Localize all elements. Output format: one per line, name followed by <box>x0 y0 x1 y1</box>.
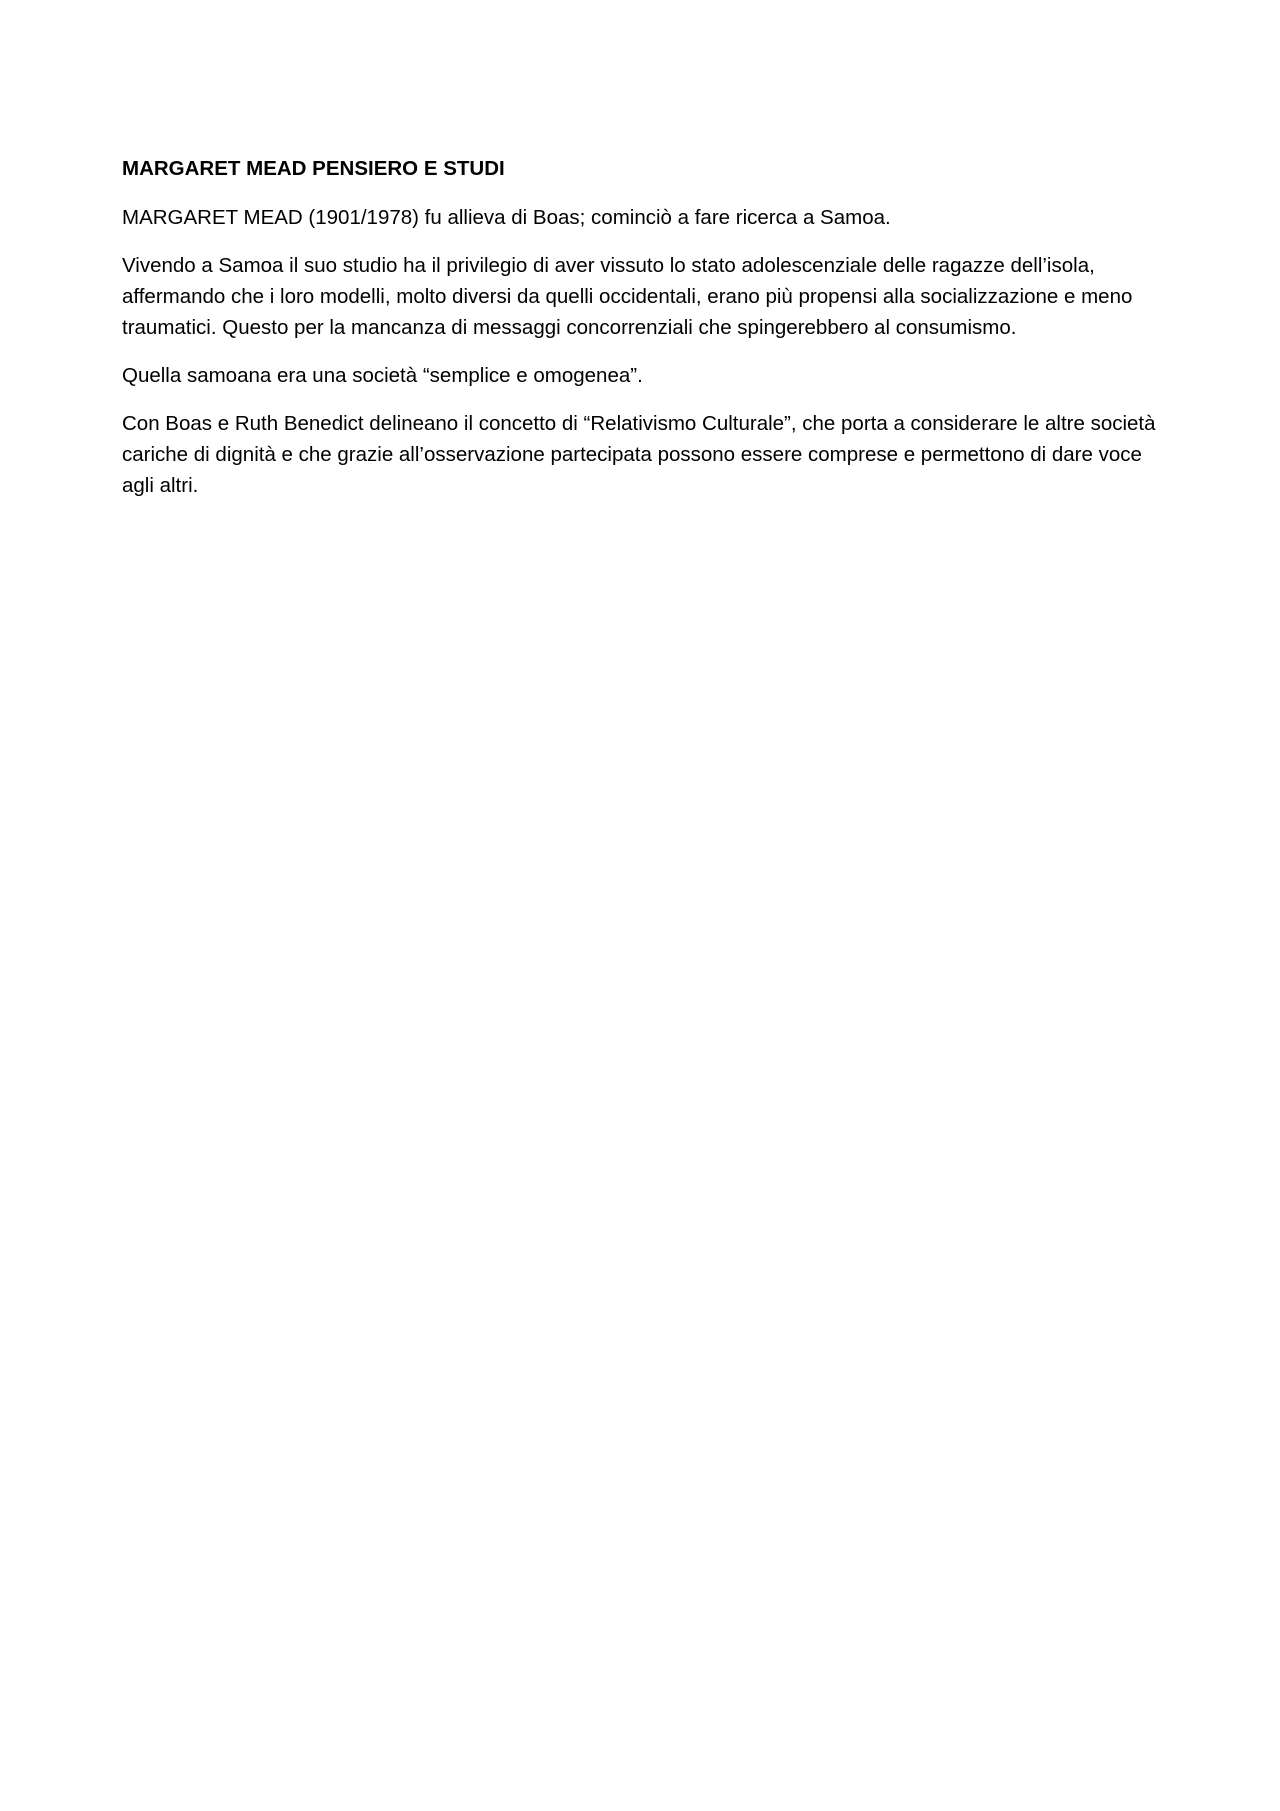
paragraph-intro: MARGARET MEAD (1901/1978) fu allieva di Boas; cominciò a fare ricerca a Samoa. <box>122 206 891 229</box>
document-body <box>122 153 1162 518</box>
paragraph-cultural-relativism: Con Boas e Ruth Benedict delineano il concetto di “Relativismo Culturale”, che porta a considerare le altre società cariche di dignità e che grazie all’osservazione partecipata possono essere comprese e permettono di dare voce agli altri. <box>122 412 1156 497</box>
paragraph-samoan-society: Quella samoana era una società “semplice e omogenea”. <box>122 364 643 387</box>
document-heading: MARGARET MEAD PENSIERO E STUDI <box>122 157 505 180</box>
paragraph-samoa-study: Vivendo a Samoa il suo studio ha il privilegio di aver vissuto lo stato adolescenziale delle ragazze dell’isola, affermando che i loro modelli, molto diversi da quelli occidentali, erano più propensi alla socializzazione e meno traumatici. Questo per la mancanza di messaggi concorrenziali che spingerebbero al consumismo. <box>122 254 1133 339</box>
